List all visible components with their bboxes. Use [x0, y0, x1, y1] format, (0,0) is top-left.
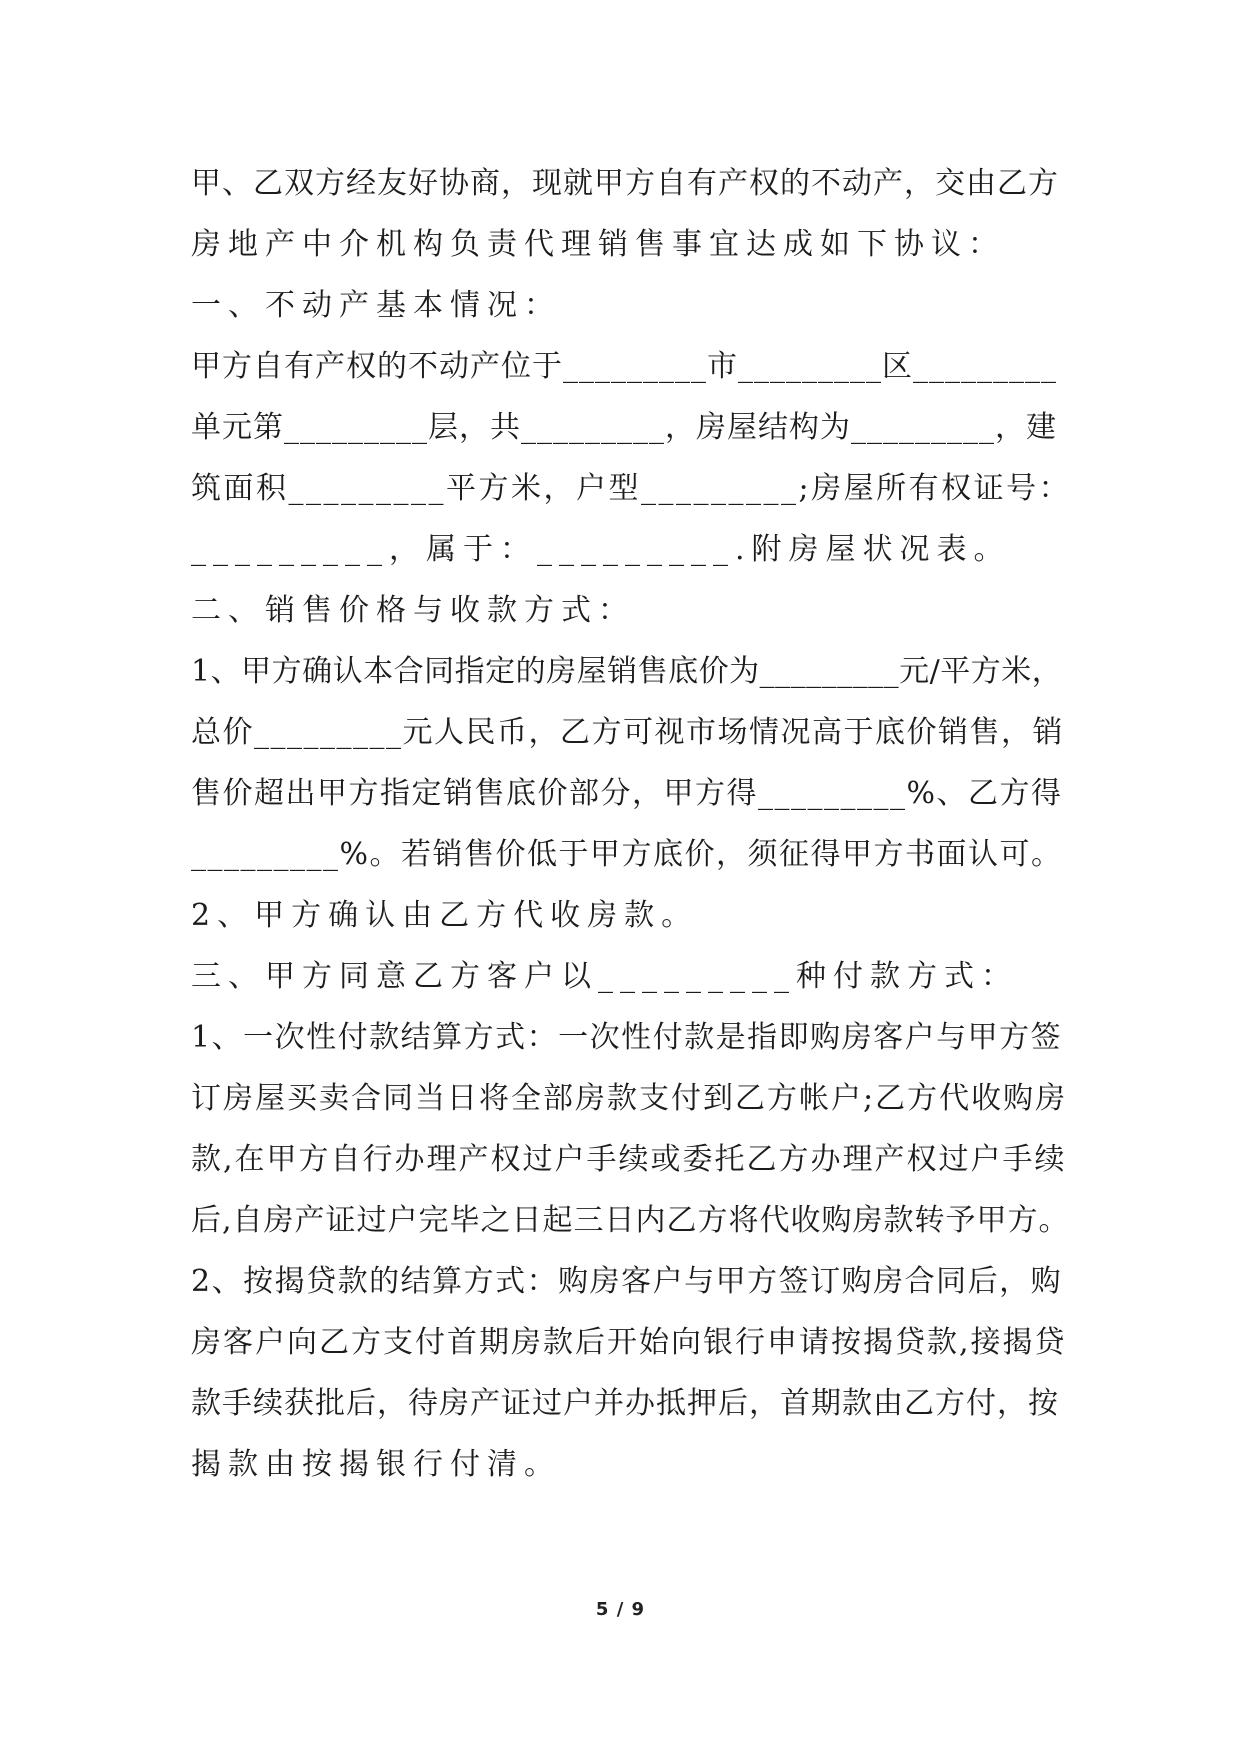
paragraph-line: 1、甲方确认本合同指定的房屋销售底价为_________元/平方米，	[191, 654, 1063, 689]
paragraph-line: _________%。若销售价低于甲方底价，须征得甲方书面认可。	[191, 837, 1063, 872]
paragraph-line: 甲、乙双方经友好协商，现就甲方自有产权的不动产，交由乙方	[191, 166, 1059, 201]
paragraph-line: 订房屋买卖合同当日将全部房款支付到乙方帐户;乙方代收购房	[191, 1081, 1068, 1116]
paragraph-line: 房客户向乙方支付首期房款后开始向银行申请按揭贷款,接揭贷	[191, 1325, 1067, 1360]
paragraph-line: _________，属于：_________.附房屋状况表。	[191, 532, 1011, 567]
paragraph-line: 2、按揭贷款的结算方式：购房客户与甲方签订购房合同后，购	[191, 1264, 1063, 1299]
paragraph-line: 单元第_________层，共_________，房屋结构为_________，建	[191, 410, 1057, 445]
page-number: 5 / 9	[595, 1599, 646, 1620]
section-heading: 二、销售价格与收款方式：	[191, 593, 635, 628]
paragraph-line: 2、甲方确认由乙方代收房款。	[191, 898, 699, 933]
paragraph-line: 售价超出甲方指定销售底价部分，甲方得_________%、乙方得	[191, 776, 1063, 811]
section-heading: 一、不动产基本情况：	[191, 288, 561, 323]
paragraph-line: 款手续获批后，待房产证过户并办抵押后，首期款由乙方付，按	[191, 1386, 1059, 1421]
paragraph-line: 甲方自有产权的不动产位于_________市_________区_________	[191, 349, 1057, 384]
paragraph-line: 筑面积_________平方米，户型_________;房屋所有权证号：	[191, 471, 1072, 506]
section-heading: 三、甲方同意乙方客户以_________种付款方式：	[191, 959, 1018, 994]
paragraph-line: 款,在甲方自行办理产权过户手续或委托乙方办理产权过户手续	[191, 1142, 1067, 1177]
paragraph-line: 房地产中介机构负责代理销售事宜达成如下协议：	[191, 227, 1005, 262]
paragraph-line: 后,自房产证过户完毕之日起三日内乙方将代收购房款转予甲方。	[191, 1203, 1070, 1238]
document-body	[191, 153, 1071, 1495]
paragraph-line: 1、一次性付款结算方式：一次性付款是指即购房客户与甲方签	[191, 1020, 1063, 1055]
paragraph-line: 揭款由按揭银行付清。	[191, 1447, 561, 1482]
paragraph-line: 总价_________元人民币，乙方可视市场情况高于底价销售，销	[191, 715, 1064, 750]
